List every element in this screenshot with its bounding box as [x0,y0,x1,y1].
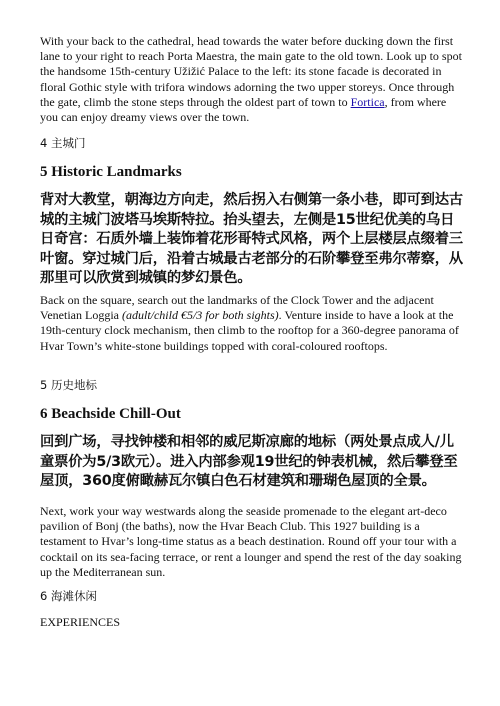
fortica-link[interactable]: Fortica [350,94,385,109]
section5-text-end: . Venture inside to have a look at the 19th-century clock mechanism, then climb to the rooftop for a 360-degree panorama of Hvar Town’s white-stone buildings topped with coral-coloured rooftops. [40,308,459,353]
section5-caption: 5 历史地标 [40,378,97,392]
section5-text-start: Back on the square, search out the landmarks of the Clock Tower and the adjacent Venetian Loggia [40,293,434,323]
section4-caption: 4 主城门 [40,136,86,150]
section6-chinese-paragraph: 回到广场，寻找钟楼和相邻的威尼斯凉廊的地标（两处景点成人/儿童票价为5/3欧元）。进入内部参观19世纪的钟表机械，然后攀登至屋顶，360度俯瞰赫瓦尔镇白色石材建筑和珊瑚色屋顶的全景。 [40,434,458,489]
section4-paragraph [40,34,464,125]
experiences-label: EXPERIENCES [40,615,121,629]
section5-paragraph [40,293,464,354]
section4-text-end: , from where you can enjoy dreamy views over the town. [40,94,447,125]
section5-heading: 5 Historic Landmarks [40,164,182,180]
section6-paragraph: Next, work your way westwards along the seaside promenade to the elegant art-deco pavilion of Bonj (the baths), now the Hvar Beach Club. This 1927 building is a testament to Hvar’s long-time status as a beach destination. Round off your tour with a cocktail on its sea-facing terrace, or rent a lounger and spend the rest of the day soaking up the Mediterranean sun. [40,504,462,579]
section4-text-start: With your back to the cathedral, head towards the water before ducking down the first lane to your right to reach Porta Maestra, the main gate to the old town. Look up to spot the handsome 15th-century Užižić Palace to the left: its stone facade is decorated in floral Gothic style with trifora windows adorning the two upper storeys. Once through the gate, climb the stone steps through the oldest part of town to [40,34,462,109]
section6-caption: 6 海滩休闲 [40,589,97,603]
section6-heading: 6 Beachside Chill-Out [40,406,181,422]
section5-chinese-paragraph: 背对大教堂，朝海边方向走，然后拐入右侧第一条小巷，即可到达古城的主城门波塔马埃斯特拉。抬头望去，左侧是15世纪优美的乌日日奇宫：石质外墙上装饰着花形哥特式风格，两个上层楼层点缀着三叶窗。穿过城门后，沿着古城最古老部分的石阶攀登至弗尔蒂察，从那里可以欣赏到城镇的梦幻景色。 [40,192,463,286]
ticket-price-note: (adult/child €5/3 for both sights) [121,308,279,323]
